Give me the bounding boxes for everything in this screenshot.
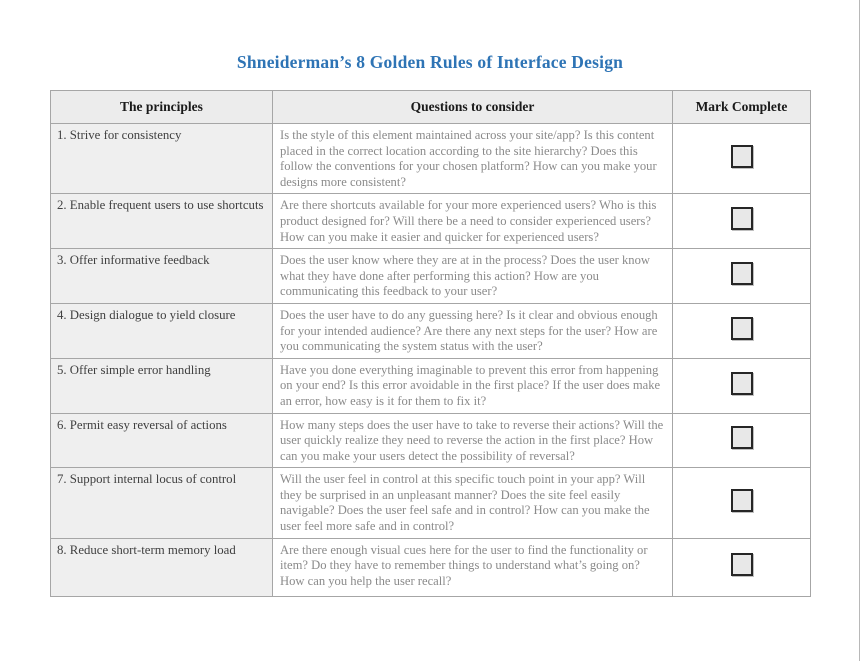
header-questions-to-consider: Questions to consider [273, 91, 673, 124]
question-cell: Have you done everything imaginable to prevent this error from happening on your end? Is this error avoidable in the first place? If the user does make an error, how easy is it for them to fix it? [273, 358, 673, 413]
header-mark-complete: Mark Complete [673, 91, 811, 124]
page-title: Shneiderman’s 8 Golden Rules of Interface Design [236, 52, 624, 72]
table-row-consistency [51, 124, 811, 194]
mark-complete-cell [673, 538, 811, 596]
table-row-memory-load [51, 538, 811, 596]
question-cell: Are there enough visual cues here for the user to find the functionality or item? Do they have to remember things to understand what’s going on? How can you help the user recall? [273, 538, 673, 596]
table-header-row [51, 91, 811, 124]
mark-complete-cell [673, 468, 811, 538]
table-row-feedback [51, 249, 811, 304]
golden-rules-table [50, 90, 811, 597]
question-cell: Does the user know where they are at in the process? Does the user know what they have done after performing this action? How are you communicating this feedback to your user? [273, 249, 673, 304]
principle-cell: 3. Offer informative feedback [51, 249, 273, 304]
mark-complete-checkbox[interactable] [731, 207, 753, 230]
table-row-locus-of-control [51, 468, 811, 538]
mark-complete-cell [673, 413, 811, 468]
question-cell: Are there shortcuts available for your more experienced users? Who is this product designed for? Will there be a need to consider experienced users? How can you make it easier and quicker for experienced users? [273, 194, 673, 249]
principle-cell: 8. Reduce short-term memory load [51, 538, 273, 596]
principle-cell: 4. Design dialogue to yield closure [51, 303, 273, 358]
mark-complete-checkbox[interactable] [731, 426, 753, 449]
mark-complete-checkbox[interactable] [731, 145, 753, 168]
mark-complete-cell [673, 124, 811, 194]
mark-complete-checkbox[interactable] [731, 489, 753, 512]
mark-complete-cell [673, 249, 811, 304]
question-cell: Does the user have to do any guessing here? Is it clear and obvious enough for your intended audience? Are there any next steps for the user? How are you communicating the system status with the user? [273, 303, 673, 358]
mark-complete-checkbox[interactable] [731, 262, 753, 285]
principle-cell: 2. Enable frequent users to use shortcuts [51, 194, 273, 249]
table-row-shortcuts [51, 194, 811, 249]
question-cell: Will the user feel in control at this specific touch point in your app? Will they be surprised in an unpleasant manner? Does the site feel easily navigable? Does the user feel safe and in control? How can you make the user feel more safe and in control? [273, 468, 673, 538]
table-row-reversal [51, 413, 811, 468]
mark-complete-cell [673, 358, 811, 413]
principle-cell: 5. Offer simple error handling [51, 358, 273, 413]
principle-cell: 7. Support internal locus of control [51, 468, 273, 538]
header-the-principles: The principles [51, 91, 273, 124]
mark-complete-checkbox[interactable] [731, 372, 753, 395]
mark-complete-checkbox[interactable] [731, 317, 753, 340]
table-row-error-handling [51, 358, 811, 413]
question-cell: Is the style of this element maintained across your site/app? Is this content placed in the correct location according to the site hierarchy? Does this follow the conventions for your chosen platform? How can you make your designs more consistent? [273, 124, 673, 194]
question-cell: How many steps does the user have to take to reverse their actions? Will the user quickly realize they need to reverse the action in the first place? How can you make your users detect the possibility of reversal? [273, 413, 673, 468]
table-row-closure [51, 303, 811, 358]
mark-complete-cell [673, 303, 811, 358]
principle-cell: 1. Strive for consistency [51, 124, 273, 194]
principle-cell: 6. Permit easy reversal of actions [51, 413, 273, 468]
mark-complete-cell [673, 194, 811, 249]
mark-complete-checkbox[interactable] [731, 553, 753, 576]
